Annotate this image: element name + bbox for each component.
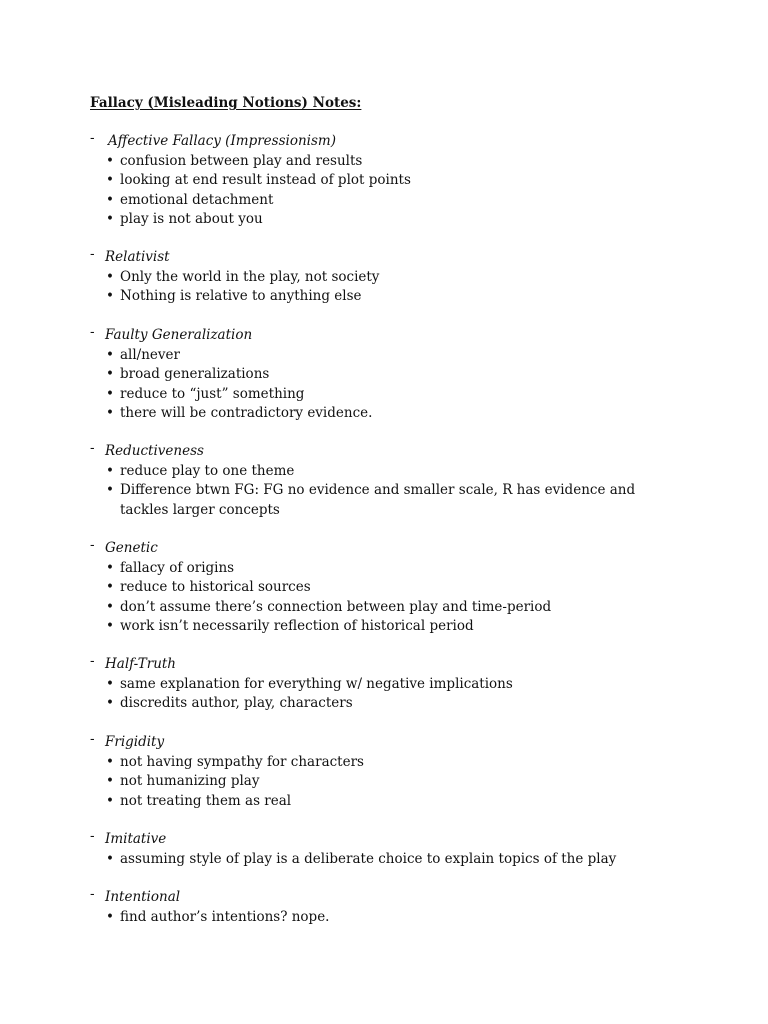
list-item-text: play is not about you xyxy=(120,211,263,227)
list-item-text: Only the world in the play, not society xyxy=(120,268,380,285)
dash-marker: - xyxy=(90,324,95,340)
bullet-marker: • xyxy=(106,268,114,285)
section-heading: Affective Fallacy (Impressionism) xyxy=(108,133,336,149)
dash-marker: - xyxy=(90,130,95,146)
section-heading-row xyxy=(0,539,768,559)
section-heading-row xyxy=(0,733,768,753)
list-item-text: emotional detachment xyxy=(120,191,274,208)
bullet-marker: • xyxy=(106,482,114,498)
list-item xyxy=(0,559,768,579)
section-heading: Faulty Generalization xyxy=(105,327,253,343)
page-title: Fallacy (Misleading Notions) Notes: xyxy=(90,95,362,111)
list-item-text: all/never xyxy=(120,346,180,363)
bullet-marker: • xyxy=(106,191,114,208)
bullet-marker: • xyxy=(106,405,114,421)
list-item-text: not humanizing play xyxy=(120,773,260,789)
list-item xyxy=(0,404,768,424)
list-item-text: assuming style of play is a deliberate choice to explain topics of the play xyxy=(120,850,617,867)
bullet-marker: • xyxy=(106,288,114,304)
list-item xyxy=(0,210,768,230)
fallacy-section xyxy=(0,248,768,307)
bullet-marker: • xyxy=(106,559,114,576)
list-item xyxy=(0,694,768,714)
bullet-marker: • xyxy=(106,675,114,692)
section-heading-row xyxy=(0,326,768,346)
section-heading: Genetic xyxy=(105,540,158,556)
section-heading: Relativist xyxy=(105,249,170,265)
dash-marker: - xyxy=(90,886,95,902)
section-heading: Imitative xyxy=(105,831,167,847)
bullet-marker: • xyxy=(106,598,114,615)
list-item xyxy=(0,850,768,870)
bullet-marker: • xyxy=(106,579,114,595)
bullet-marker: • xyxy=(106,346,114,363)
bullet-marker: • xyxy=(106,618,114,634)
list-item-text: there will be contradictory evidence. xyxy=(120,405,373,421)
list-item-text: looking at end result instead of plot points xyxy=(120,172,411,188)
fallacy-section xyxy=(0,888,768,927)
section-heading-row xyxy=(0,830,768,850)
section-heading-row xyxy=(0,132,768,152)
list-item-text: Nothing is relative to anything else xyxy=(120,288,362,304)
fallacy-section xyxy=(0,655,768,714)
section-heading: Reductiveness xyxy=(105,443,204,459)
bullet-marker: • xyxy=(106,773,114,789)
fallacy-section xyxy=(0,830,768,869)
dash-marker: - xyxy=(90,537,95,553)
list-item xyxy=(0,598,768,618)
list-item xyxy=(0,908,768,928)
list-item xyxy=(0,675,768,695)
list-item-text: reduce play to one theme xyxy=(120,462,295,479)
bullet-marker: • xyxy=(106,152,114,169)
list-item xyxy=(0,191,768,211)
bullet-marker: • xyxy=(106,211,114,227)
bullet-marker: • xyxy=(106,850,114,867)
list-item xyxy=(0,287,768,307)
section-heading: Frigidity xyxy=(105,734,165,750)
list-item-text: same explanation for everything w/ negative implications xyxy=(120,675,513,692)
list-item xyxy=(0,268,768,288)
dash-marker: - xyxy=(90,828,95,844)
fallacy-section xyxy=(0,539,768,637)
section-heading: Intentional xyxy=(105,889,181,905)
list-item xyxy=(0,792,768,812)
dash-marker: - xyxy=(90,653,95,669)
list-item xyxy=(0,171,768,191)
list-item-text: confusion between play and results xyxy=(120,152,363,169)
section-heading: Half-Truth xyxy=(105,656,177,672)
bullet-marker: • xyxy=(106,695,114,711)
fallacy-section xyxy=(0,442,768,520)
list-item xyxy=(0,365,768,385)
list-item-text: discredits author, play, characters xyxy=(120,695,353,711)
list-item xyxy=(0,385,768,405)
fallacy-section xyxy=(0,733,768,811)
list-item-text: not having sympathy for characters xyxy=(120,753,364,770)
dash-marker: - xyxy=(90,440,95,456)
list-item xyxy=(0,462,768,482)
section-heading-row xyxy=(0,888,768,908)
list-item xyxy=(0,617,768,637)
bullet-marker: • xyxy=(106,172,114,188)
dash-marker: - xyxy=(90,246,95,262)
list-item-text: broad generalizations xyxy=(120,366,270,382)
list-item xyxy=(0,481,768,520)
bullet-marker: • xyxy=(106,908,114,925)
section-heading-row xyxy=(0,655,768,675)
list-item-text: reduce to “just” something xyxy=(120,385,305,402)
section-heading-row xyxy=(0,248,768,268)
list-item-text: not treating them as real xyxy=(120,792,292,809)
section-heading-row xyxy=(0,442,768,462)
bullet-marker: • xyxy=(106,753,114,770)
bullet-marker: • xyxy=(106,792,114,809)
list-item-text: find author’s intentions? nope. xyxy=(120,908,330,925)
bullet-marker: • xyxy=(106,385,114,402)
list-item-text: Difference btwn FG: FG no evidence and smaller scale, R has evidence and tackles larger concepts xyxy=(120,482,636,518)
list-item xyxy=(0,346,768,366)
fallacy-section xyxy=(0,132,768,230)
list-item-text: don’t assume there’s connection between play and time-period xyxy=(120,598,552,615)
list-item xyxy=(0,753,768,773)
bullet-marker: • xyxy=(106,366,114,382)
dash-marker: - xyxy=(90,731,95,747)
list-item-text: work isn’t necessarily reflection of historical period xyxy=(120,618,474,634)
bullet-marker: • xyxy=(106,462,114,479)
list-item-text: fallacy of origins xyxy=(120,559,235,576)
list-item xyxy=(0,152,768,172)
fallacy-section xyxy=(0,326,768,424)
list-item-text: reduce to historical sources xyxy=(120,579,311,595)
list-item xyxy=(0,578,768,598)
list-item xyxy=(0,772,768,792)
